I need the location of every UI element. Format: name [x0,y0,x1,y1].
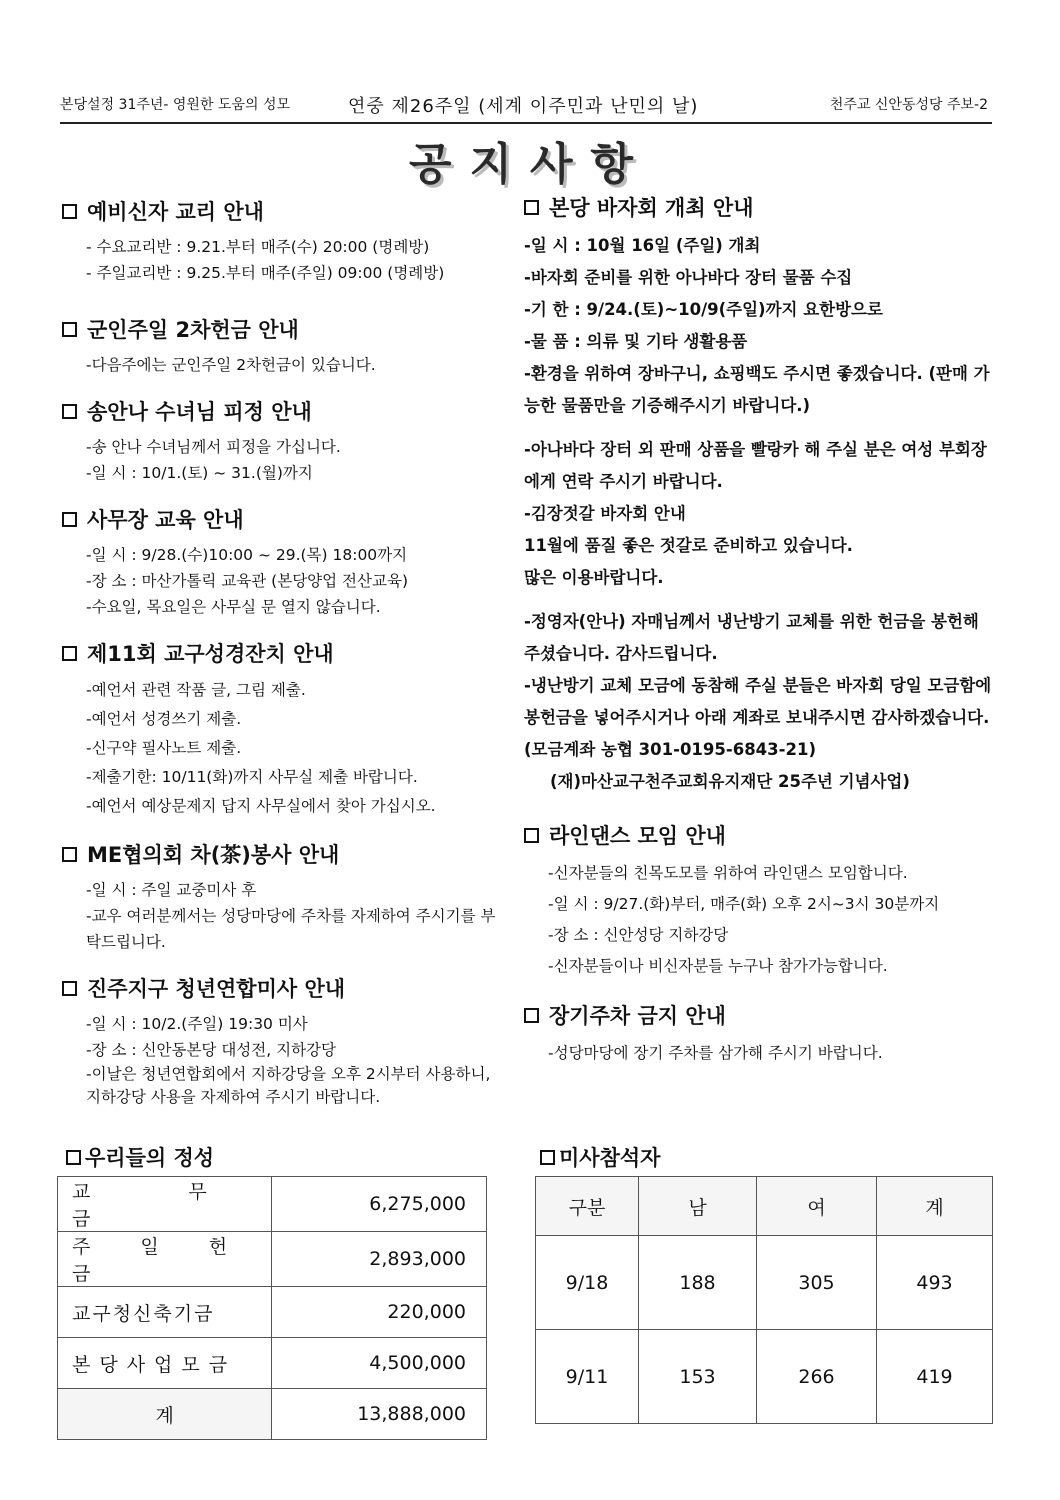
attendance-table [535,1176,993,1424]
notice-line: -일 시 : 10/2.(주일) 19:30 미사 [86,1015,308,1033]
offering-value: 220,000 [272,1287,487,1338]
notice-section [62,196,502,286]
checkbox-icon [524,828,539,843]
offering-value: 2,893,000 [272,1232,487,1287]
attendance-title-block [540,1142,660,1172]
date-cell: 9/18 [536,1236,639,1330]
notice-line: -냉난방기 교체 모금에 동참해 주실 분들은 바자회 당일 모금함에 봉헌금을 넣어주시거나 아래 계좌로 보내주시면 감사하겠습니다. [524,676,992,727]
offering-label: 주 일 헌 금 [58,1232,272,1287]
notice-section [524,820,994,982]
checkbox-icon [524,200,539,215]
notice-line: -김장젓갈 바자회 안내 [524,504,686,523]
offering-title: 우리들의 정성 [85,1146,215,1170]
notice-line: -물 품 : 의류 및 기타 생활용품 [524,332,748,351]
notice-line: -다음주에는 군인주일 2차헌금이 있습니다. [86,356,376,374]
notice-section [62,638,502,821]
section-title: 제11회 교구성경잔치 안내 [87,642,334,666]
notice-line: -신자분들이나 비신자분들 누구나 참가가능합니다. [548,957,888,975]
notice-line: -일 시 : 9/27.(화)부터, 매주(화) 오후 2시~3시 30분까지 [548,895,940,913]
notice-line: -성당마당에 장기 주차를 삼가해 주시기 바랍니다. [548,1044,883,1062]
section-title: 예비신자 교리 안내 [87,200,264,224]
checkbox-icon [62,404,77,419]
notice-line: -신구약 필사노트 제출. [86,739,242,757]
notice-line: -이날은 청년연합회에서 지하강당을 오후 2시부터 사용하니, 지하강당 사용을 자제하여 주시기 바랍니다. [86,1065,491,1106]
notice-line: -기 한 : 9/24.(토)~10/9(주일)까지 요한방으로 [524,300,883,319]
column-header: 여 [757,1177,877,1236]
section-title: 진주지구 청년연합미사 안내 [87,977,346,1001]
notice-section [524,1000,994,1069]
date-cell: 9/11 [536,1330,639,1424]
section-title: 장기주차 금지 안내 [549,1004,726,1028]
table-header-row [536,1177,993,1236]
notice-section [62,504,502,620]
notice-line: -바자회 준비를 위한 아나바다 장터 물품 수집 [524,268,853,287]
checkbox-icon [62,204,77,219]
column-header: 계 [877,1177,993,1236]
table-row [58,1338,487,1389]
table-row [58,1389,487,1440]
header-center: 연중 제26주일 (세계 이주민과 난민의 날) [348,96,699,117]
notice-line: -교우 여러분께서는 성당마당에 주차를 자제하여 주시기를 부탁드립니다. [86,907,496,951]
notice-section [62,839,502,955]
notice-line: -예언서 성경쓰기 제출. [86,710,242,728]
column-header: 남 [639,1177,757,1236]
page-title: 공지사항 [408,139,651,190]
notice-line: -신자분들의 친목도모를 위하여 라인댄스 모임합니다. [548,864,908,882]
section-title: ME협의회 차(茶)봉사 안내 [87,843,340,867]
section-title: 라인댄스 모임 안내 [549,824,726,848]
table-row [58,1177,487,1232]
notice-line: -송 안나 수녀님께서 피정을 가십니다. [86,438,341,456]
table-row [536,1236,993,1330]
header-left: 본당설정 31주년- 영원한 도움의 성모 [60,97,291,113]
offering-value: 4,500,000 [272,1338,487,1389]
notice-line: 많은 이용바랍니다. [524,568,664,587]
column-header: 구분 [536,1177,639,1236]
count-cell: 419 [877,1330,993,1424]
offering-label: 교 무 금 [58,1177,272,1232]
page-header [60,92,992,124]
checkbox-icon [62,512,77,527]
checkbox-icon [66,1150,81,1165]
count-cell: 153 [639,1330,757,1424]
count-cell: 305 [757,1236,877,1330]
count-cell: 493 [877,1236,993,1330]
notice-section [62,973,502,1109]
section-title: 군인주일 2차헌금 안내 [87,318,299,342]
notice-line: -일 시 : 10/1.(토) ~ 31.(월)까지 [86,464,313,482]
checkbox-icon [62,322,77,337]
notice-line: - 수요교리반 : 9.21.부터 매주(수) 20:00 (명례방) [86,238,430,256]
table-row [58,1232,487,1287]
table-row [58,1287,487,1338]
notice-line: -예언서 관련 작품 글, 그림 제출. [86,681,306,699]
table-row [536,1330,993,1424]
notice-line: -장 소 : 신안성당 지하강당 [548,926,729,944]
notice-line: -제출기한: 10/11(화)까지 사무실 제출 바랍니다. [86,768,418,786]
notice-line: -일 시 : 10월 16일 (주일) 개최 [524,236,761,255]
notice-line: -일 시 : 9/28.(수)10:00 ~ 29.(목) 18:00까지 [86,546,408,564]
offering-label: 계 [58,1389,272,1440]
notice-line: -일 시 : 주일 교중미사 후 [86,881,257,899]
checkbox-icon [62,646,77,661]
left-column [62,196,502,1127]
header-right: 천주교 신안동성당 주보-2 [829,97,988,113]
notice-line: -아나바다 장터 외 판매 상품을 빨랑카 해 주실 분은 여성 부회장에게 연락 주시기 바랍니다. [524,440,987,491]
notice-line: -환경을 위하여 장바구니, 쇼핑백도 주시면 좋겠습니다. (판매 가능한 물품만을 기증해주시기 바랍니다.) [524,364,990,415]
notice-line: -예언서 예상문제지 답지 사무실에서 찾아 가십시오. [86,797,436,815]
offering-label: 교구청신축기금 [58,1287,272,1338]
notice-line: 11월에 품질 좋은 젓갈로 준비하고 있습니다. [524,536,853,555]
right-column [524,192,994,1087]
checkbox-icon [62,981,77,996]
count-cell: 266 [757,1330,877,1424]
section-title: 사무장 교육 안내 [87,508,244,532]
notice-line: (모금계좌 농협 301-0195-6843-21) [524,740,816,759]
checkbox-icon [62,847,77,862]
notice-line: -수요일, 목요일은 사무실 문 열지 않습니다. [86,598,381,616]
notice-section [62,314,502,378]
offering-value: 6,275,000 [272,1177,487,1232]
notice-line: -장 소 : 마산가톨릭 교육관 (본당양업 전산교육) [86,572,408,590]
notice-line: -장 소 : 신안동본당 대성전, 지하강당 [86,1041,337,1059]
checkbox-icon [540,1150,555,1165]
checkbox-icon [524,1008,539,1023]
notice-section [62,396,502,486]
offering-value: 13,888,000 [272,1389,487,1440]
offering-title-block [66,1142,214,1172]
notice-line: - 주일교리반 : 9.25.부터 매주(주일) 09:00 (명례방) [86,264,445,282]
section-title: 본당 바자회 개최 안내 [549,196,754,220]
offering-label: 본당사업모금 [58,1338,272,1389]
notice-line: -정영자(안나) 자매님께서 냉난방기 교체를 위한 헌금을 봉헌해 주셨습니다. 감사드립니다. [524,612,979,663]
offering-table [57,1176,487,1440]
notice-section [524,192,994,798]
notice-line: (재)마산교구천주교회유지재단 25주년 기념사업) [550,772,910,791]
attendance-title: 미사참석자 [559,1146,661,1170]
section-title: 송안나 수녀님 피정 안내 [87,400,312,424]
count-cell: 188 [639,1236,757,1330]
